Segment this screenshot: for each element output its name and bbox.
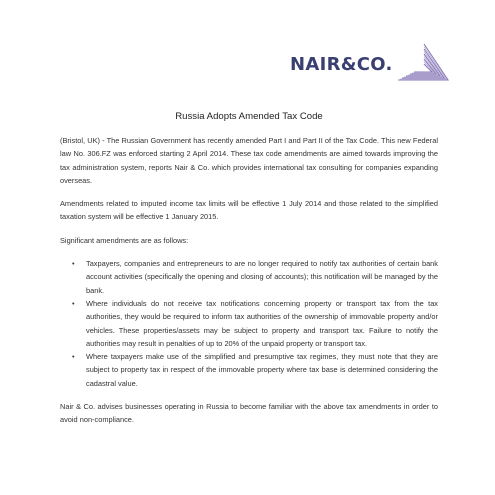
list-item-text: Taxpayers, companies and entrepreneurs to are no longer required to notify tax authorities of certain bank account activities (specifically the opening and closing of accounts); this notification will be managed by the bank. <box>86 259 438 295</box>
list-item <box>60 297 438 350</box>
list-item-text: Where individuals do not receive tax notifications concerning property or transport tax from the tax authorities, they would be required to inform tax authorities of the ownership of immovable property and/or vehicles. These properties/assets may be subject to property and transport tax. Failure to notify the authorities may result in penalties of up to 20% of the unpaid property or transport tax. <box>86 298 438 348</box>
company-logo <box>290 40 450 84</box>
bullet-icon: • <box>72 352 75 362</box>
intro-paragraph: (Bristol, UK) - The Russian Government has recently amended Part I and Part II of the Tax Code. This new Federal law No. 306.FZ was enforced starting 2 April 2014. These tax code amendments are aimed towards improving the tax administration system, reports Nair & Co. which provides international tax consulting for companies expanding overseas. <box>60 136 438 185</box>
logo-text: NAIR&CO. <box>290 54 393 75</box>
closing-paragraph: Nair & Co. advises businesses operating in Russia to become familiar with the above tax amendments in order to avoid non-compliance. <box>60 402 438 425</box>
bullet-icon: • <box>72 298 75 308</box>
layered-triangle-logo-mark-icon <box>394 40 450 84</box>
list-item-text: Where taxpayers make use of the simplified and presumptive tax regimes, they must note that they are subject to property tax in respect of the immovable property where tax base is determined considering the cadastral value. <box>86 352 438 388</box>
document-body <box>60 111 438 437</box>
amendments-intro-paragraph: Significant amendments are as follows: <box>60 235 189 245</box>
list-item <box>60 350 438 390</box>
effective-dates-paragraph: Amendments related to imputed income tax limits will be effective 1 July 2014 and those related to the simplified taxation system will be effective 1 January 2015. <box>60 199 438 222</box>
list-item <box>60 257 438 297</box>
document-title: Russia Adopts Amended Tax Code <box>175 111 323 122</box>
bullet-icon: • <box>72 259 75 269</box>
amendments-list <box>60 257 438 390</box>
